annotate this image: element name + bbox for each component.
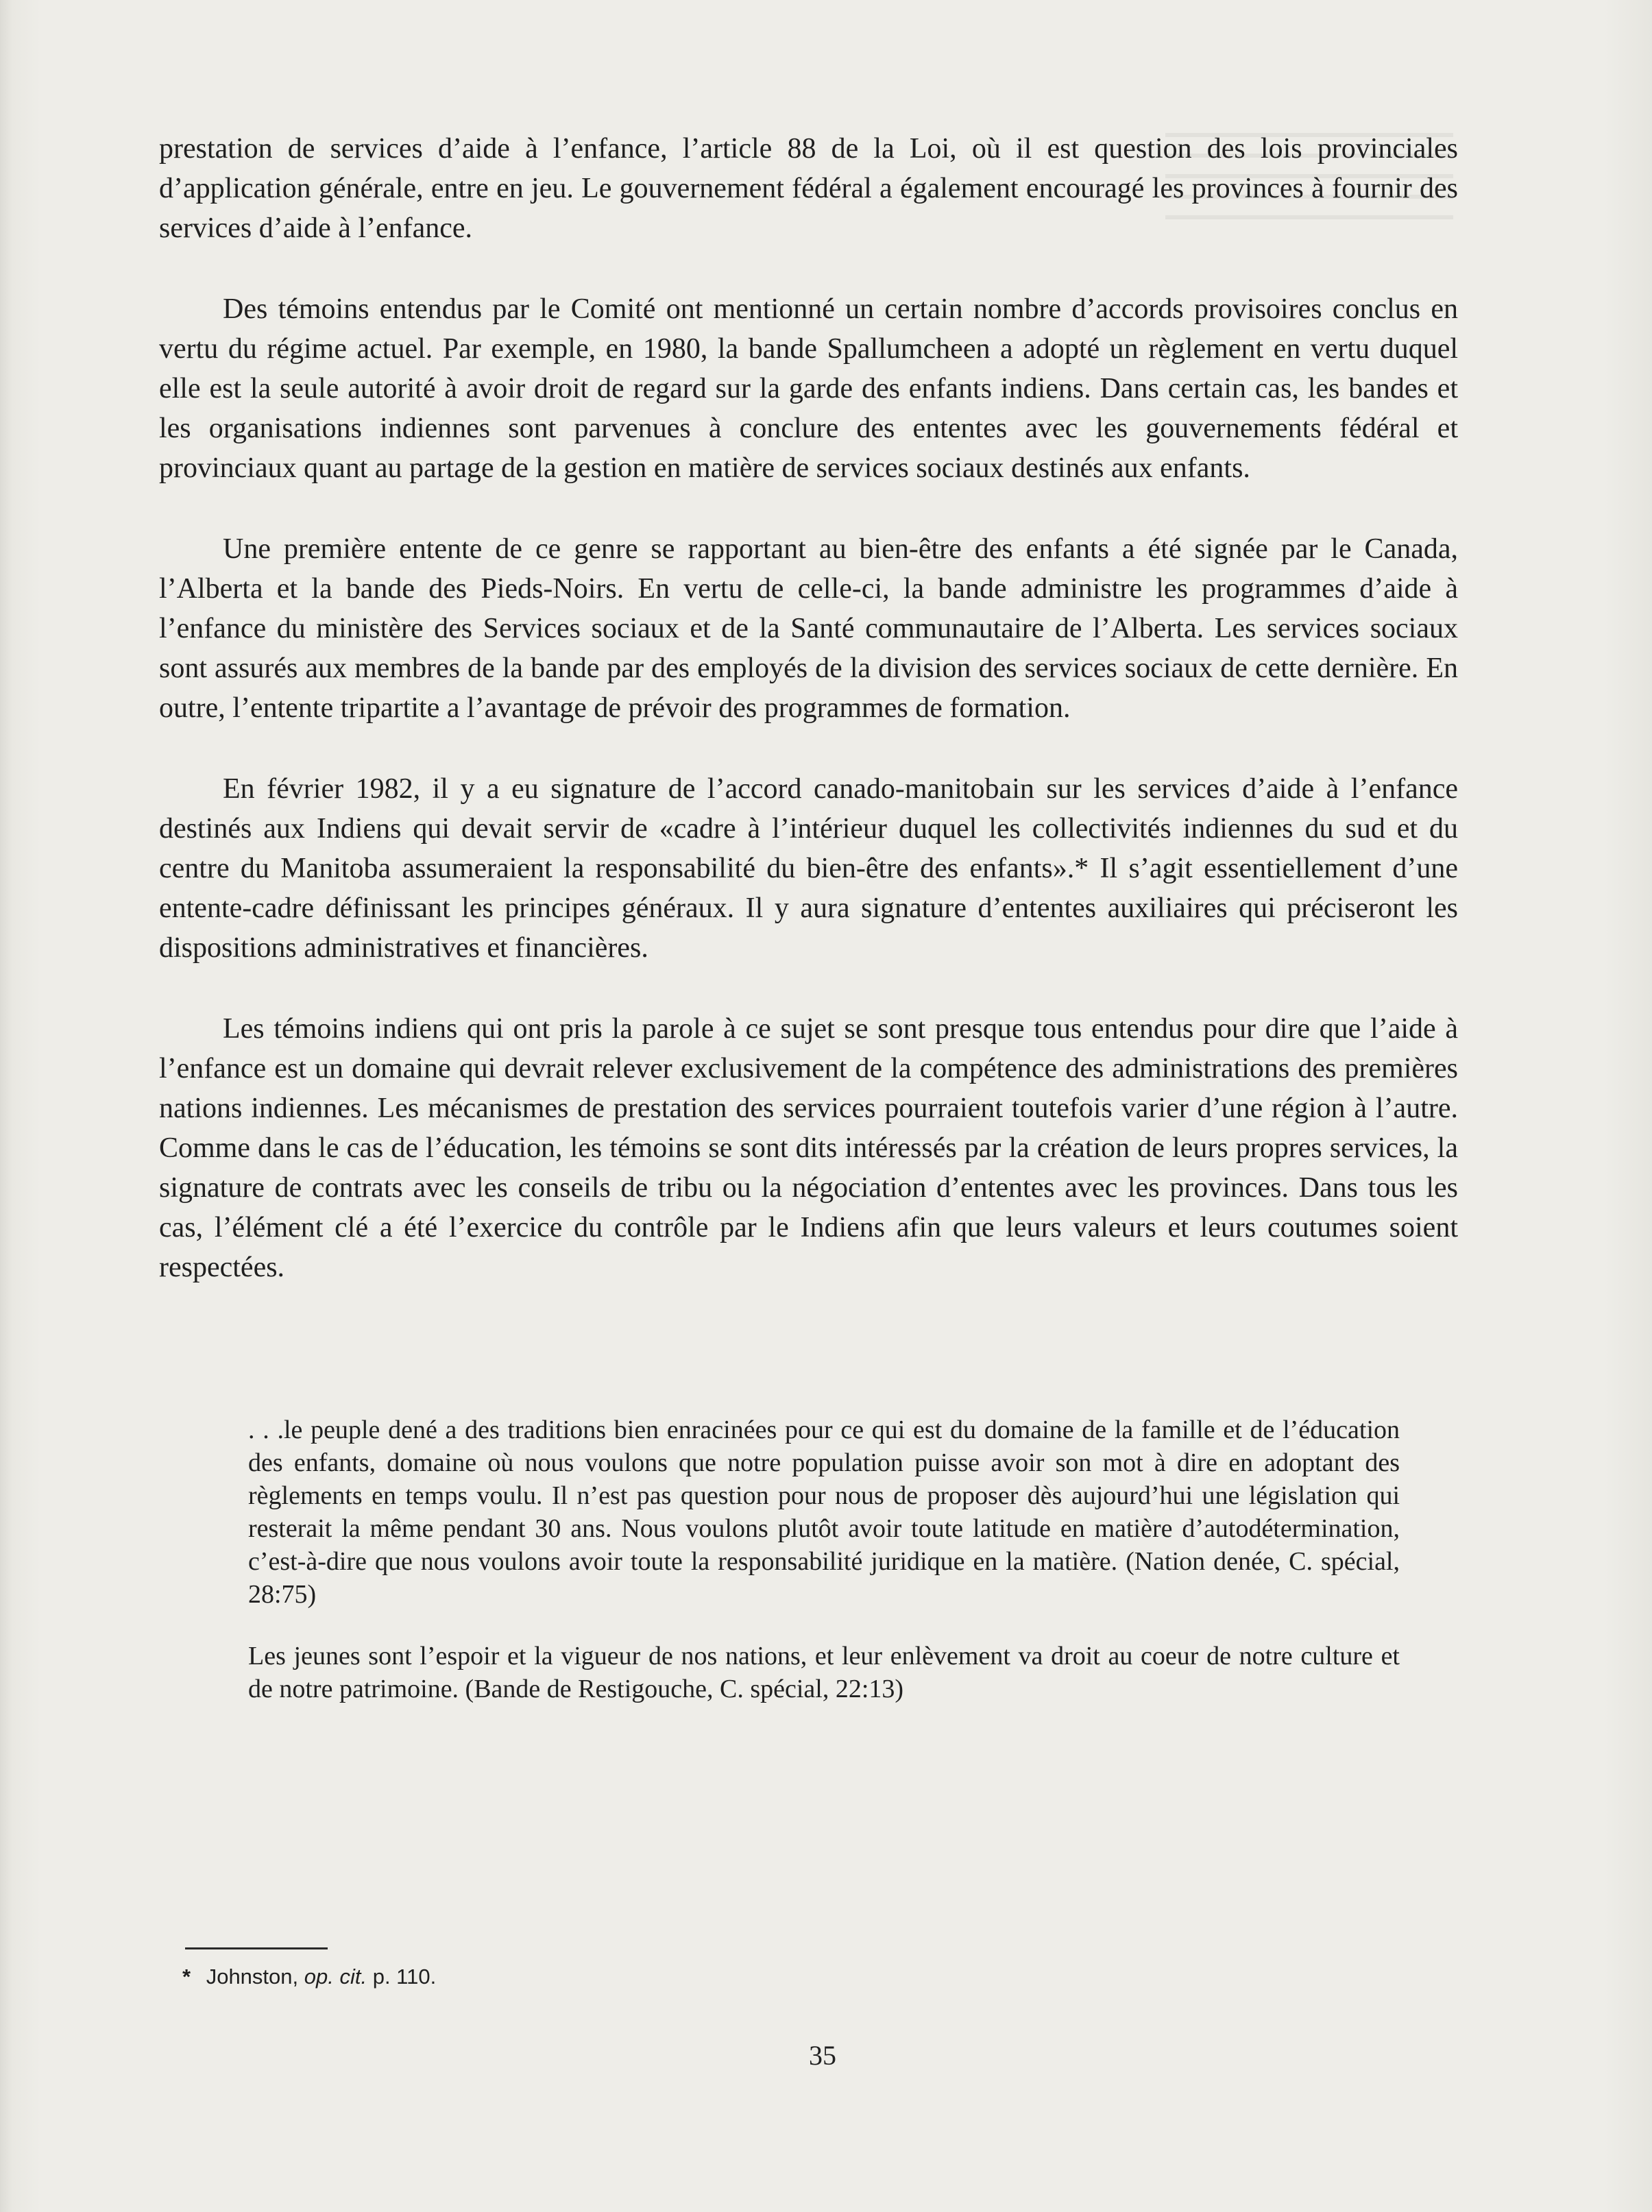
block-quotes xyxy=(248,1413,1400,1734)
footnote-mark: * xyxy=(182,1965,191,1989)
paragraph-2: Des témoins entendus par le Comité ont mentionné un certain nombre d’accords provisoires conclus en vertu du régime actuel. Par exemple, en 1980, la bande Spallumcheen a adopté un règlement en vertu duquel elle est la seule autorité à avoir droit de regard sur la garde des enfants indiens. Dans certain cas, les bandes et les organisations indiennes sont parvenues à conclure des ententes avec les gouvernements fédéral et provinciaux quant au partage de la gestion en matière de services sociaux destinés aux enfants. xyxy=(159,293,1458,484)
quote-restigouche: Les jeunes sont l’espoir et la vigueur de nos nations, et leur enlèvement va droit au coeur de notre culture et de notre patrimoine. (Bande de Restigouche, C. spécial, 22:13) xyxy=(248,1642,1400,1703)
paragraph-5: Les témoins indiens qui ont pris la parole à ce sujet se sont presque tous entendus pour dire que l’aide à l’enfance est un domaine qui devrait relever exclusivement de la compétence des administrations des premières nations indiennes. Les mécanismes de prestation des services pourraient toutefois varier d’une région à l’autre. Comme dans le cas de l’éducation, les témoins se sont dits intéressés par la création de leurs propres services, la signature de contrats avec les conseils de tribu ou la négociation d’ententes avec les provinces. Dans tous les cas, l’élément clé a été l’exercice du contrôle par le Indiens afin que leurs valeurs et leurs coutumes soient respectées. xyxy=(159,1013,1458,1283)
footnote-page: p. 110. xyxy=(372,1965,437,1989)
paragraph-4: En février 1982, il y a eu signature de l’accord canado-manitobain sur les services d’aide à l’enfance destinés aux Indiens qui devait servir de «cadre à l’intérieur duquel les collectivités indiennes du sud et du centre du Manitoba assumeraient la responsabilité du bien-être des enfants».* Il s’agit essentiellement d’une entente-cadre définissant les principes généraux. Il y aura signature d’ententes auxiliaires qui préciseront les dispositions administratives et financières. xyxy=(159,773,1458,964)
body-text xyxy=(159,129,1458,1328)
footnote-ref: op. cit. xyxy=(304,1965,367,1989)
footnote-divider xyxy=(185,1947,328,1949)
footnote-author: Johnston, xyxy=(206,1965,299,1989)
footnote xyxy=(182,1963,436,1991)
paragraph-3: Une première entente de ce genre se rapportant au bien-être des enfants a été signée par le Canada, l’Alberta et la bande des Pieds-Noirs. En vertu de celle-ci, la bande administre les programmes d’aide à l’enfance du ministère des Services sociaux et de la Santé communautaire de l’Alberta. Les services sociaux sont assurés aux membres de la bande par des employés de la division des services sociaux de cette dernière. En outre, l’entente tripartite a l’avantage de prévoir des programmes de formation. xyxy=(159,533,1458,724)
quote-dene-nation: . . .le peuple dené a des traditions bien enracinées pour ce qui est du domaine de la famille et de l’éducation des enfants, domaine où nous voulons que notre population puisse avoir son mot à dire en adoptant des règlements en temps voulu. Il n’est pas question pour nous de proposer dès aujourd’hui une législation qui resterait la même pendant 30 ans. Nous voulons plutôt avoir toute latitude en matière d’autodétermination, c’est-à-dire que nous voulons avoir toute la responsabilité juridique en la matière. (Nation denée, C. spécial, 28:75) xyxy=(248,1415,1400,1609)
paragraph-1: prestation de services d’aide à l’enfance, l’article 88 de la Loi, où il est question des lois provinciales d’application générale, entre en jeu. Le gouvernement fédéral a également encouragé les provinces à fournir des services d’aide à l’enfance. xyxy=(159,133,1458,244)
page-number: 35 xyxy=(809,2040,836,2071)
